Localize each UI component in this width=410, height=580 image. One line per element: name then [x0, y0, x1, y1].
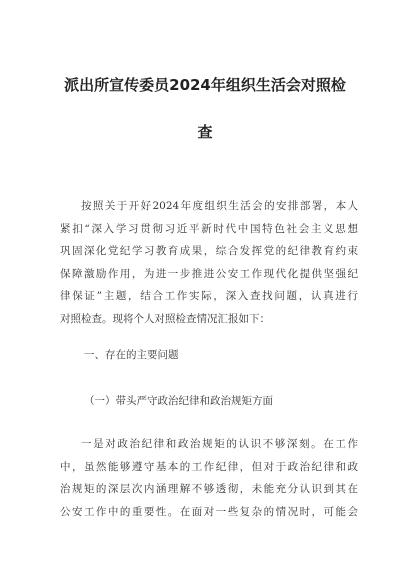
subsection-heading: （一）带头严守政治纪律和政治规矩方面: [84, 395, 273, 407]
intro-line: 紧扣“深入学习贯彻习近平新时代中国特色社会主义思想: [60, 222, 358, 235]
body-line: 中，虽然能够遵守基本的工作纪律，但对于政治纪律和政: [60, 460, 358, 473]
intro-paragraph: [60, 195, 358, 330]
body-line: 公安工作中的重要性。在面对一些复杂的情况时，可能会: [60, 505, 358, 518]
document-title: 派出所宣传委员2024年组织生活会对照检: [64, 76, 346, 94]
body-line: 治规矩的深层次内涵理解不够透彻，未能充分认识到其在: [60, 483, 358, 495]
body-line: 一是对政治纪律和政治规矩的认识不够深刻。在工作: [81, 438, 358, 450]
body-paragraph: [60, 433, 358, 523]
intro-line: 律保证”主题，结合工作实际，深入查找问题，认真进行: [60, 290, 358, 302]
section-heading: 一、存在的主要问题: [84, 349, 179, 361]
document-title-continued: 查: [197, 123, 213, 141]
intro-line: 保障激励作用，为进一步推进公安工作现代化提供坚强纪: [60, 267, 358, 280]
intro-line: 对照检查。现将个人对照检查情况汇报如下：: [60, 312, 270, 325]
intro-line: 巩固深化党纪学习教育成果，综合发挥党的纪律教育约束: [60, 245, 358, 257]
intro-line: 按照关于开好2024年度组织生活会的安排部署，本人: [81, 200, 358, 212]
